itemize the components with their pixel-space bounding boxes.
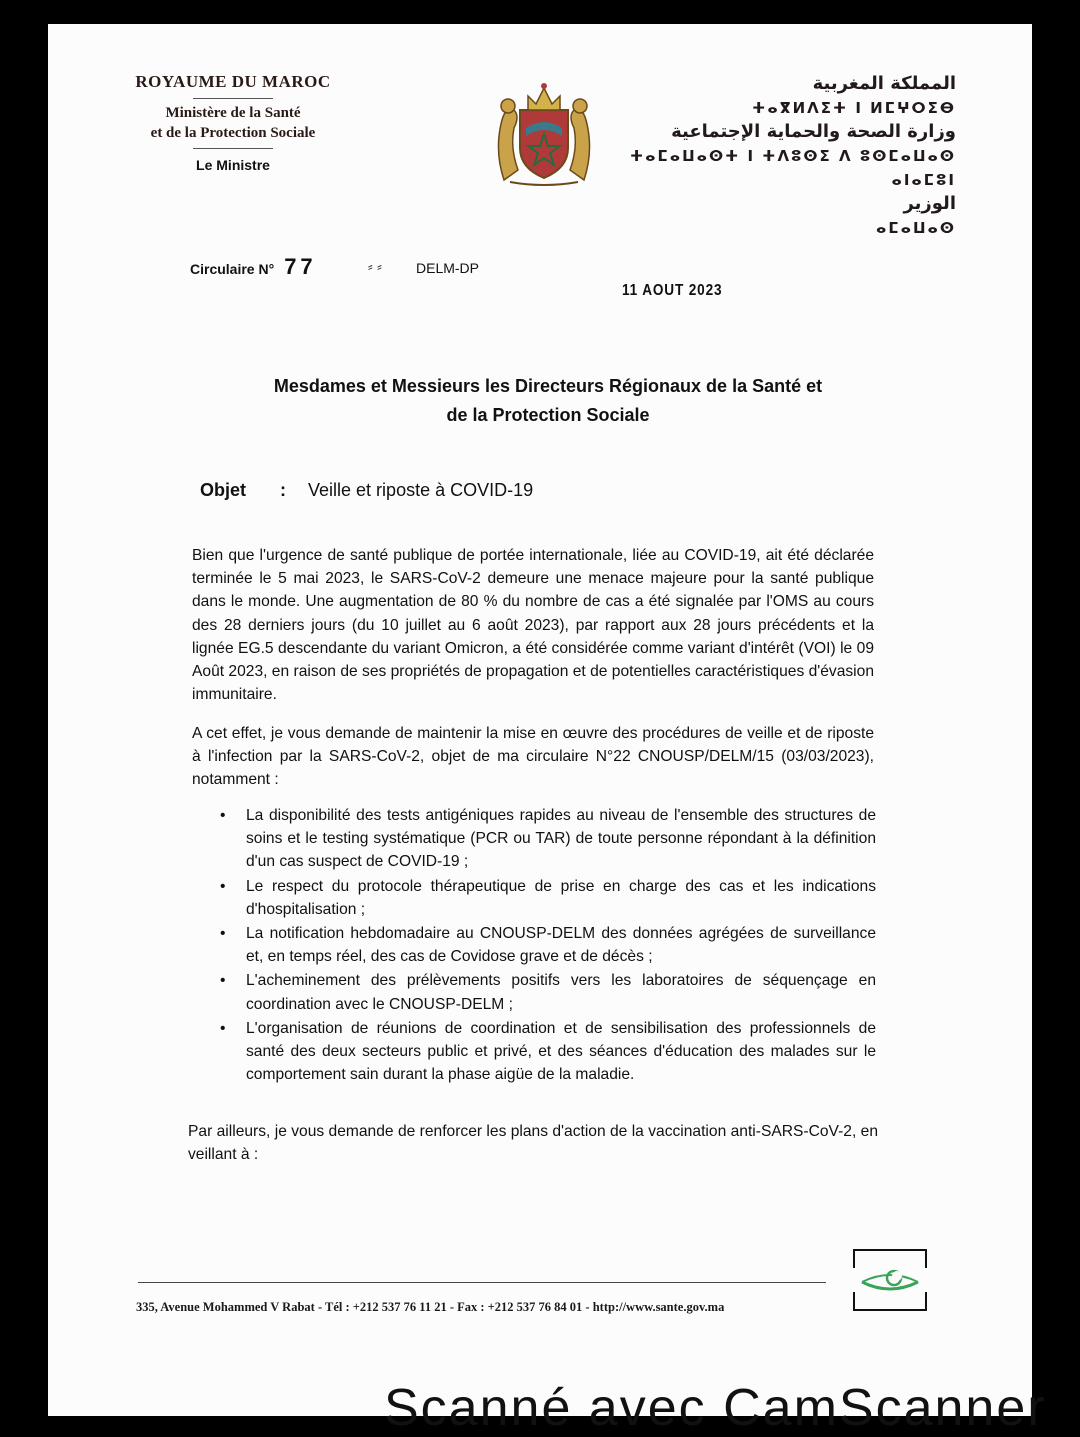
list-item: • L'organisation de réunions de coordination et de sensibilisation des professionnels de santé des deux secteurs public et privé, et des séances d'éducation des malades sur le comportement sain durant la phase aigüe de la maladie. <box>220 1017 876 1087</box>
reference-marks: ⸗ ⸗ <box>368 259 382 275</box>
arabic-ministry-title: وزارة الصحة والحماية الإجتماعية <box>671 121 956 142</box>
document-page <box>48 24 1047 1437</box>
tifinagh-minister-title: ⴰⵎⴰⵡⴰⵙ <box>875 219 956 237</box>
circular-number: 77 <box>284 254 317 279</box>
list-item: • L'acheminement des prélèvements positifs vers les laboratoires de séquençage en coordination avec le CNOUSP-DELM ; <box>220 969 876 1015</box>
list-item: • La notification hebdomadaire au CNOUSP-DELM des données agrégées de surveillance et, en temps réel, des cas de Covidose grave et de décès ; <box>220 922 876 968</box>
bullet-icon: • <box>220 925 226 943</box>
ministry-line-1: Ministère de la Santé <box>165 105 301 121</box>
bullet-icon: • <box>220 972 226 990</box>
document-date: 11 AOUT 2023 <box>622 282 723 299</box>
recipients <box>198 372 898 430</box>
recipients-line-1: Mesdames et Messieurs les Directeurs Régionaux de la Santé et <box>273 376 823 396</box>
minister-title: Le Ministre <box>196 157 270 173</box>
subject-label: Objet <box>200 480 247 500</box>
circular-reference <box>190 254 317 280</box>
bullet-icon: • <box>220 807 226 824</box>
subject-line <box>200 480 533 501</box>
header-left <box>108 72 358 173</box>
paragraph-3: Par ailleurs, je vous demande de renforcer les plans d'action de la vaccination anti-SARS-CoV-2, en veillant à : <box>188 1123 878 1164</box>
footer-address: 335, Avenue Mohammed V Rabat - Tél : +212 537 76 11 21 - Fax : +212 537 76 84 01 - http://www.sante.gov.ma <box>136 1300 725 1314</box>
header-divider <box>193 98 273 99</box>
subject-text: Veille et riposte à COVID-19 <box>308 480 534 500</box>
kingdom-title: ROYAUME DU MAROC <box>135 72 331 91</box>
bullet-icon: • <box>220 1019 226 1037</box>
circular-label: Circulaire N° <box>190 261 275 277</box>
arabic-kingdom-title: المملكة المغربية <box>812 73 956 94</box>
paragraph-2: A cet effet, je vous demande de maintenir la mise en œuvre des procédures de veille et de riposte à l'infection par la SARS-CoV-2, objet de ma circulaire N°22 CNOUSP/DELM/15 (03/03/2023), notamment : <box>192 725 874 789</box>
subject-colon: : <box>280 480 287 500</box>
recipients-line-2: de la Protection Sociale <box>446 405 650 425</box>
header-right <box>626 72 956 240</box>
scanner-watermark: Scanné avec CamScanner <box>384 1379 1047 1437</box>
tifinagh-kingdom-title: ⵜⴰⴳⵍⴷⵉⵜ ⵏ ⵍⵎⵖⵔⵉⴱ <box>752 99 956 117</box>
measures-list <box>220 804 876 1087</box>
tifinagh-ministry-title: ⵜⴰⵎⴰⵡⴰⵙⵜ ⵏ ⵜⴷⵓⵙⵉ ⴷ ⵓⵙⵎⴰⵡⴰⵙ ⴰⵏⴰⵎⵓⵏ <box>629 147 956 189</box>
service-code: DELM-DP <box>416 260 480 276</box>
header-divider <box>193 148 273 149</box>
ministry-line-2: et de la Protection Sociale <box>150 125 316 141</box>
bullet-icon: • <box>220 877 226 895</box>
ministry-logo-icon <box>852 1248 928 1312</box>
royal-coat-of-arms-icon <box>484 70 604 190</box>
list-item: • Le respect du protocole thérapeutique de prise en charge des cas et les indications d'hospitalisation ; <box>220 875 876 921</box>
footer-divider <box>138 1282 826 1283</box>
paragraph-1: Bien que l'urgence de santé publique de portée internationale, liée au COVID-19, ait été déclarée terminée le 5 mai 2023, le SARS-CoV-2 demeure une menace majeure pour la santé publique dans le monde. Une augmentation de 80 % du nombre de cas a été signalée par l'OMS au cours des 28 derniers jours (du 10 juillet au 6 août 2023), par rapport aux 28 jours précédents et la lignée EG.5 descendante du variant Omicron, a été considérée comme variant d'intérêt (VOI) le 09 Août 2023, en raison de ses propriétés de propagation et de potentielles caractéristiques d'évasion immunitaire. <box>192 547 874 704</box>
list-item: • La disponibilité des tests antigéniques rapides au niveau de l'ensemble des structures de soins et le testing systématique (PCR ou TAR) de toute personne répondant à la définition d'un cas suspect de COVID-19 ; <box>220 804 876 874</box>
arabic-minister-title: الوزير <box>903 193 956 214</box>
